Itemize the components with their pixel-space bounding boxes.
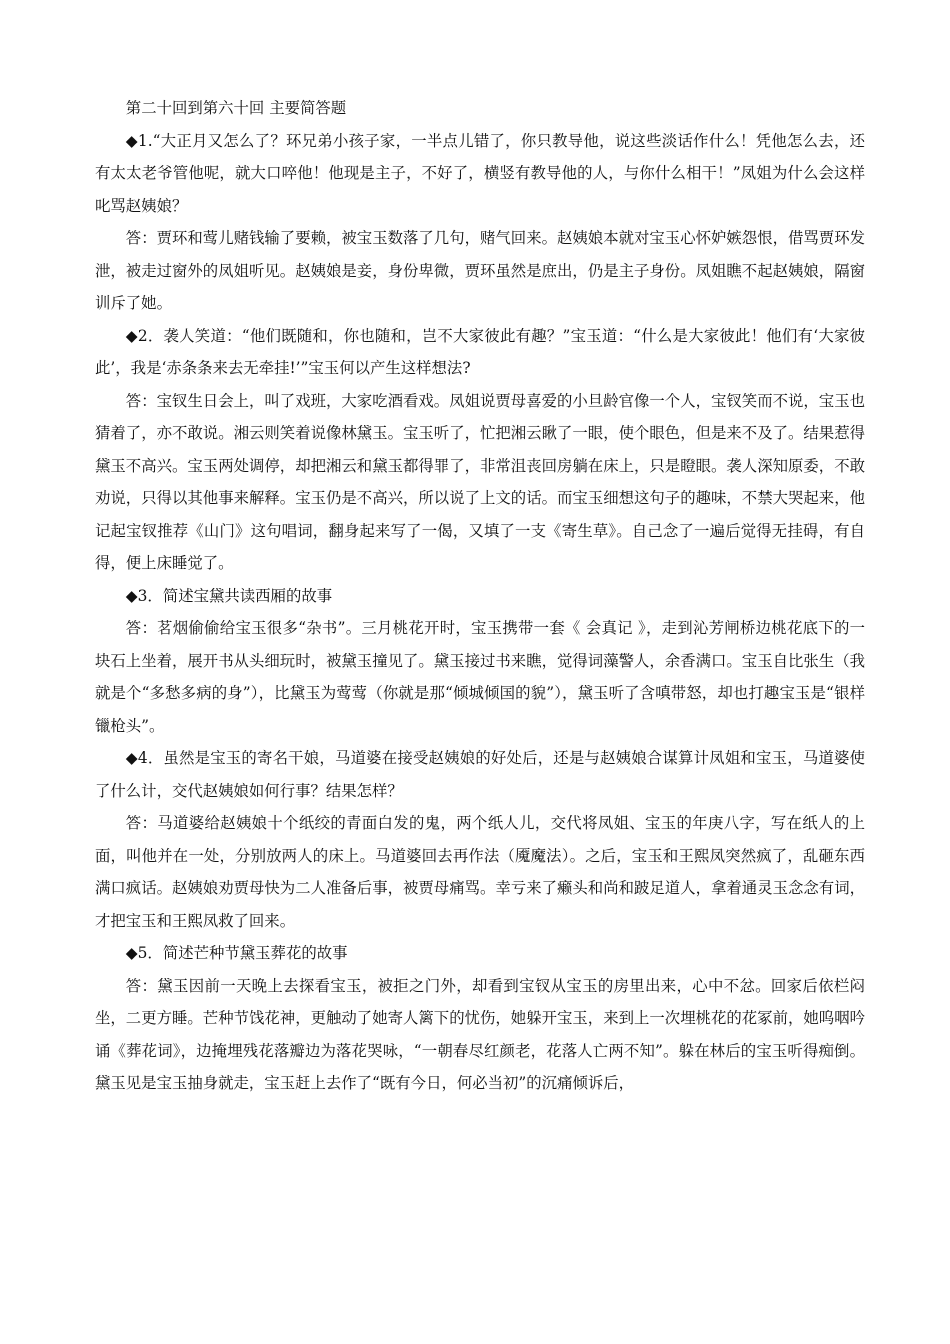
- answer-2: 答：宝钗生日会上，叫了戏班，大家吃酒看戏。凤姐说贾母喜爱的小旦龄官像一个人，宝钗笑而不说，宝玉也猜着了，亦不敢说。湘云则笑着说像林黛玉。宝玉听了，忙把湘云瞅了一眼，使个眼色，但是来不及了。结果惹得黛玉不高兴。宝玉两处调停，却把湘云和黛玉都得罪了，非常沮丧回房躺在床上，只是瞪眼。袭人深知原委，不敢劝说，只得以其他事来解释。宝玉仍是不高兴，所以说了上文的话。而宝玉细想这句子的趣味，不禁大哭起来，他记起宝钗推荐《山门》这句唱词，翻身起来写了一偈，又填了一支《寄生草》。自己念了一遍后觉得无挂碍，有自得，便上床睡觉了。: [95, 391, 865, 572]
- question-4: ◆4．虽然是宝玉的寄名干娘，马道婆在接受赵姨娘的好处后，还是与赵姨娘合谋算计凤姐和宝玉，马道婆使了什么计，交代赵姨娘如何行事？结果怎样？: [95, 749, 865, 800]
- answer-5: 答：黛玉因前一天晚上去探看宝玉，被拒之门外，却看到宝钗从宝玉的房里出来，心中不忿。回家后依栏闷坐，二更方睡。芒种节饯花神，更触动了她寄人篱下的忧伤，她躲开宝玉，来到上一次埋桃花的花冢前，她呜咽吟诵《葬花词》，边掩埋残花落瓣边为落花哭咏，“一朝春尽红颜老，花落人亡两不知”。躲在林后的宝玉听得痴倒。黛玉见是宝玉抽身就走，宝玉赶上去作了“既有今日，何必当初”的沉痛倾诉后，: [95, 976, 865, 1092]
- question-2: ◆2．袭人笑道：“他们既随和，你也随和，岂不大家彼此有趣？”宝玉道：“什么是大家彼此！他们有‘大家彼此’，我是‘赤条条来去无牵挂!’”宝玉何以产生这样想法?: [95, 326, 865, 377]
- answer-1: 答：贾环和莺儿赌钱输了要赖，被宝玉数落了几句，赌气回来。赵姨娘本就对宝玉心怀妒嫉怨恨，借骂贾环发泄，被走过窗外的凤姐听见。赵姨娘是妾，身份卑微，贾环虽然是庶出，仍是主子身份。凤姐瞧不起赵姨娘，隔窗训斥了她。: [95, 229, 865, 312]
- document-title: 第二十回到第六十回 主要简答题: [125, 99, 347, 117]
- question-1: ◆1.“大正月又怎么了？环兄弟小孩子家，一半点儿错了，你只教导他，说这些淡话作什么！凭他怎么去，还有太太老爷管他呢，就大口啐他！他现是主子，不好了，横竖有教导他的人，与你什么相干！”凤姐为什么会这样叱骂赵姨娘？: [95, 131, 865, 215]
- question-3: ◆3．简述宝黛共读西厢的故事: [125, 586, 333, 605]
- answer-3: 答：茗烟偷偷给宝玉很多“杂书”。三月桃花开时，宝玉携带一套《 会真记 》，走到沁芳闸桥边桃花底下的一块石上坐着，展开书从头细玩时，被黛玉撞见了。黛玉接过书来瞧，觉得词藻警人，余香满口。宝玉自比张生（我就是个“多愁多病的身”），比黛玉为莺莺（你就是那“倾城倾国的貌”），黛玉听了含嗔带怒，却也打趣宝玉是“银样镴枪头”。: [95, 619, 865, 735]
- question-5: ◆5．简述芒种节黛玉葬花的故事: [125, 944, 348, 962]
- document-page: [95, 92, 865, 1100]
- answer-4: 答：马道婆给赵姨娘十个纸绞的青面白发的鬼，两个纸人儿，交代将凤姐、宝玉的年庚八字，写在纸人的上面，叫他并在一处，分别放两人的床上。马道婆回去再作法（魇魔法）。之后，宝玉和王熙凤突然疯了，乱砸东西满口疯话。赵姨娘劝贾母快为二人准备后事，被贾母痛骂。幸亏来了癞头和尚和跛足道人，拿着通灵玉念念有词，才把宝玉和王熙凤救了回来。: [95, 814, 865, 930]
